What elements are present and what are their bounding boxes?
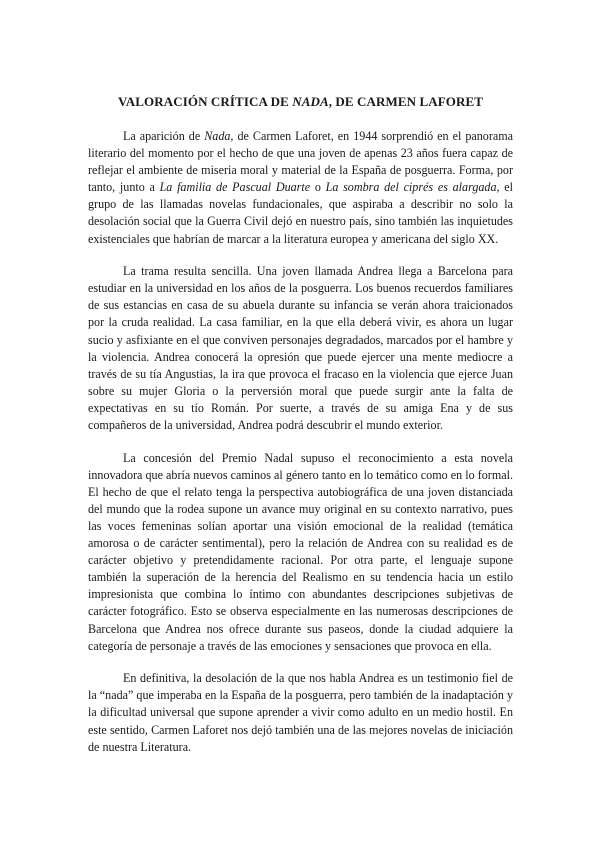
p1-work-nada: Nada	[204, 129, 231, 143]
paragraph-4: En definitiva, la desolación de la que nos habla Andrea es un testimonio fiel de la “nada” que imperaba en la España de la posguerra, pero también de la inadaptación y la dificultad universal que supone aprender a vivir como adulto en un medio hostil. En este sentido, Carmen Laforet nos dejó también una de las mejores novelas de iniciación de nuestra Literatura.	[88, 671, 513, 754]
p1-text-b: , de Carmen Laforet, en 1944 sorprendió en el panorama literario del momento por el hecho de que una joven de apenas 23 años fuera capaz de reflejar el ambiente de miseria moral y material de la España de posguerra. Forma, por tanto, junto a	[88, 129, 514, 195]
title-work: NADA	[292, 94, 329, 109]
document-title	[88, 94, 513, 110]
paragraph-1	[88, 128, 513, 248]
p1-work-cipres: La sombra del ciprés es alargada	[325, 180, 497, 195]
p1-work-duarte: La familia de Pascual Duarte	[159, 180, 311, 195]
p1-text-d: , el grupo de las llamadas novelas fundacionales, que aspiraba a describir no solo la desolación social que la Guerra Civil dejó en nuestro país, sino también las inquietudes existenciales que habrían de marcar a la literatura europea y americana del siglo XX.	[88, 180, 513, 246]
paragraph-2: La trama resulta sencilla. Una joven llamada Andrea llega a Barcelona para estudiar en la universidad en los años de la posguerra. Los buenos recuerdos familiares de sus estancias en casa de su abuela durante su infancia se verán ahora traicionados por la cruda realidad. La casa familiar, en la que ella deberá vivir, es ahora un lugar sucio y asfixiante en el que conviven personajes degradados, marcados por el hambre y la violencia. Andrea conocerá la opresión que puede ejercer una mente mediocre a través de su tía Angustias, la ira que provoca el fracaso en la violencia que ejerce Juan sobre su mujer Gloria o la perversión moral que puede surgir ante la falta de expectativas en su tío Román. Por suerte, a través de su amiga Ena y de sus compañeros de la universidad, Andrea podrá descubrir el mundo exterior.	[88, 264, 513, 432]
p1-text-a: La aparición de	[123, 129, 205, 143]
title-suffix: , DE CARMEN LAFORET	[328, 94, 484, 109]
paragraph-3: La concesión del Premio Nadal supuso el reconocimiento a esta novela innovadora que abría nuevos caminos al género tanto en lo temático como en lo formal. El hecho de que el relato tenga la perspectiva autobiográfica de una joven distanciada del mundo que la rodea supone un avance muy original en su contexto narrativo, pues las voces femeninas solían aportar una visión emocional de la realidad (temática amorosa o de carácter sentimental), pero la relación de Andrea con su realidad es de carácter objetivo y pretendidamente racional. Por otra parte, el lenguaje supone también la superación de la herencia del Realismo en su tendencia hacia un estilo impresionista que combina lo íntimo con abundantes descripciones subjetivas de carácter fotográfico. Esto se observa especialmente en las numerosas descripciones de Barcelona que Andrea nos ofrece durante sus paseos, donde la ciudad adquiere la categoría de personaje a través de las emociones y sensaciones que provoca en ella.	[88, 450, 513, 653]
title-prefix: VALORACIÓN CRÍTICA DE	[117, 94, 293, 109]
p1-text-c: o	[310, 180, 326, 195]
document-page	[88, 88, 513, 771]
